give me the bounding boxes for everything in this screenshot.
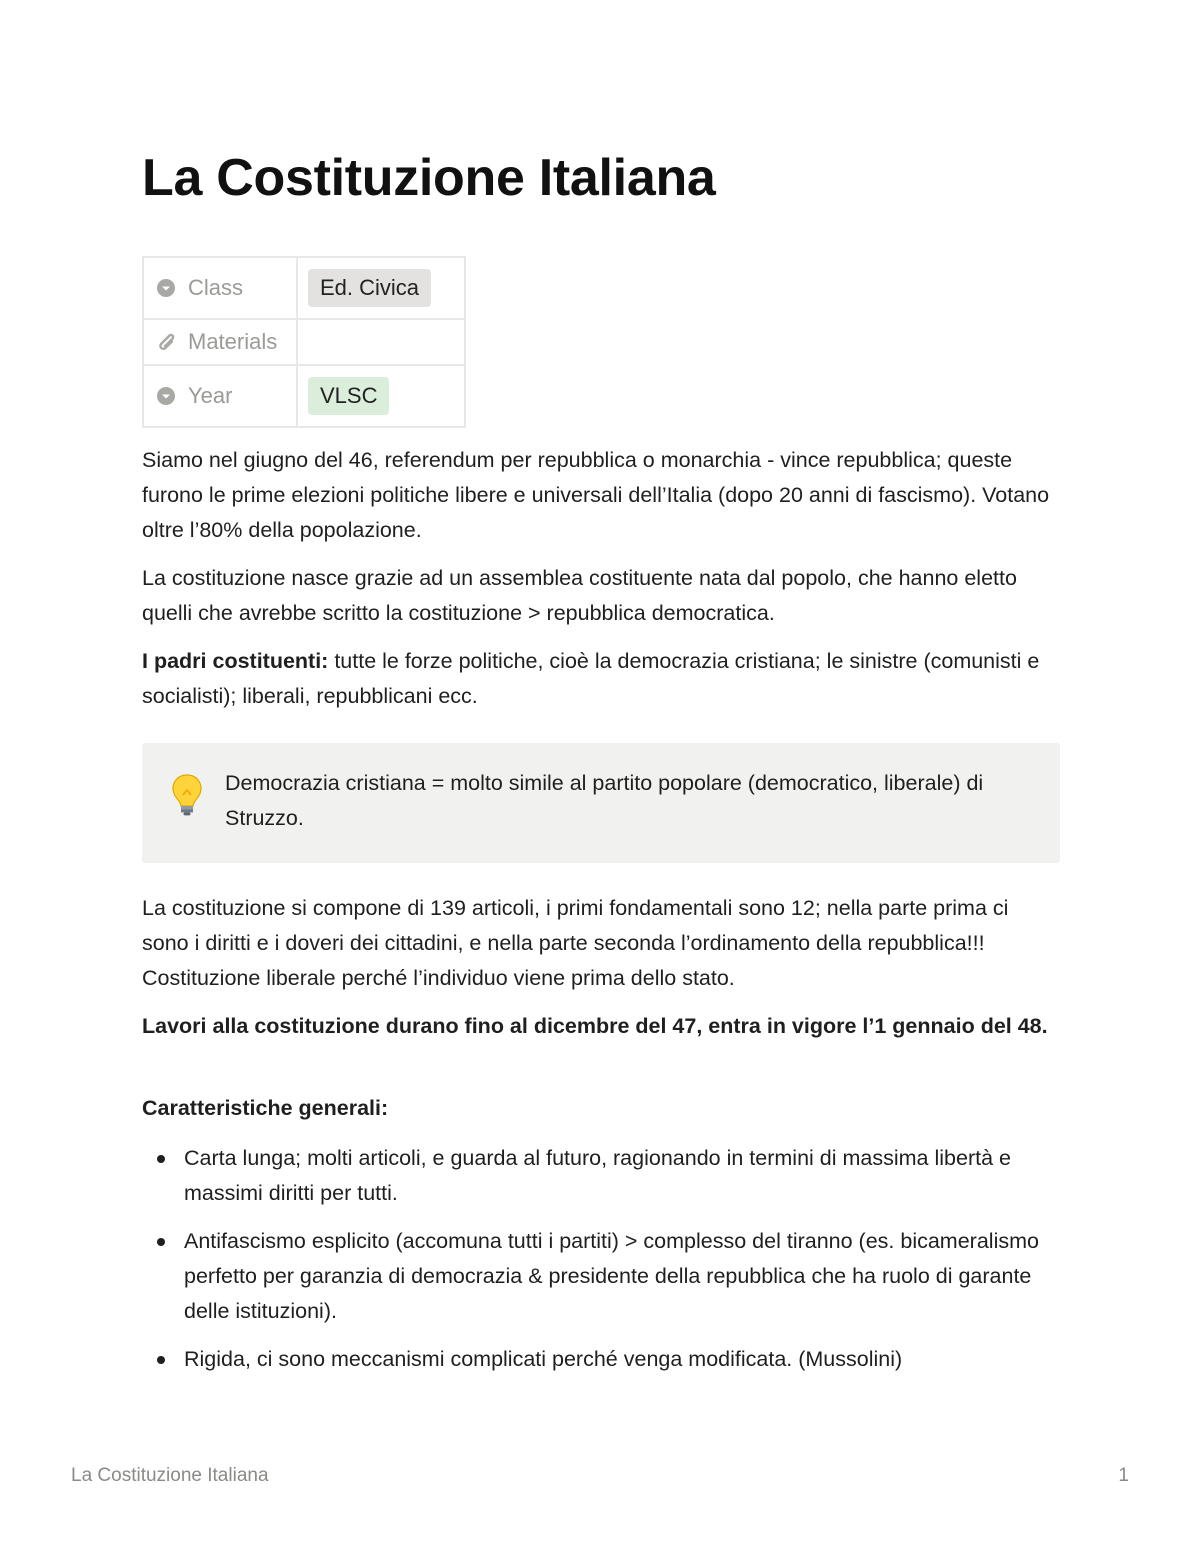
padri-label: I padri costituenti:	[142, 649, 329, 673]
paragraph-caratteristiche: Caratteristiche generali:	[142, 1096, 389, 1120]
footer-page-number: 1	[1118, 1465, 1129, 1486]
footer-title: La Costituzione Italiana	[71, 1465, 269, 1486]
property-row-year	[143, 365, 465, 427]
padri-text: tutte le forze politiche, cioè la democrazia cristiana; le sinistre (comunisti e socialisti); liberali, repubblicani ecc.	[142, 649, 1040, 708]
property-row-class	[143, 257, 465, 319]
lightbulb-icon	[170, 773, 204, 822]
paragraph-lavori: Lavori alla costituzione durano fino al dicembre del 47, entra in vigore l’1 gennaio del 48.	[142, 1014, 1048, 1038]
callout-box	[142, 743, 1060, 863]
paragraph-articoli: La costituzione si compone di 139 articoli, i primi fondamentali sono 12; nella parte prima ci sono i diritti e i doveri dei cittadini, e nella parte seconda l’ordinamento della repubblica!!! Costituzione liberale perché l’individuo viene prima dello stato.	[142, 896, 1009, 990]
year-tag[interactable]: VLSC	[308, 377, 389, 415]
class-tag[interactable]: Ed. Civica	[308, 269, 431, 307]
paragraph-assemblea: La costituzione nasce grazie ad un assemblea costituente nata dal popolo, che hanno eletto quelli che avrebbe scritto la costituzione > repubblica democratica.	[142, 566, 1017, 625]
list-item: Rigida, ci sono meccanismi complicati perché venga modificata. (Mussolini)	[142, 1342, 1060, 1377]
property-row-materials	[143, 319, 465, 365]
characteristics-list	[142, 1141, 1060, 1390]
select-icon	[156, 278, 176, 298]
list-item: Carta lunga; molti articoli, e guarda al futuro, ragionando in termini di massima libertà e massimi diritti per tutti.	[142, 1141, 1060, 1211]
select-icon	[156, 386, 176, 406]
paragraph-referendum: Siamo nel giugno del 46, referendum per repubblica o monarchia - vince repubblica; queste furono le prime elezioni politiche libere e universali dell’Italia (dopo 20 anni di fascismo). Votano oltre l’80% della popolazione.	[142, 448, 1050, 542]
property-label-class: Class	[188, 275, 244, 300]
page-title: La Costituzione Italiana	[142, 149, 716, 207]
list-item: Antifascismo esplicito (accomuna tutti i partiti) > complesso del tiranno (es. bicameralismo perfetto per garanzia di democrazia & presidente della repubblica che ha ruolo di garante delle istituzioni).	[142, 1224, 1060, 1329]
attachment-icon	[156, 332, 176, 352]
property-label-year: Year	[188, 383, 233, 408]
property-label-materials: Materials	[188, 329, 278, 354]
properties-table	[142, 256, 466, 428]
paragraph-padri-costituenti	[142, 644, 1060, 714]
callout-text: Democrazia cristiana = molto simile al partito popolare (democratico, liberale) di Struzzo.	[225, 771, 984, 830]
